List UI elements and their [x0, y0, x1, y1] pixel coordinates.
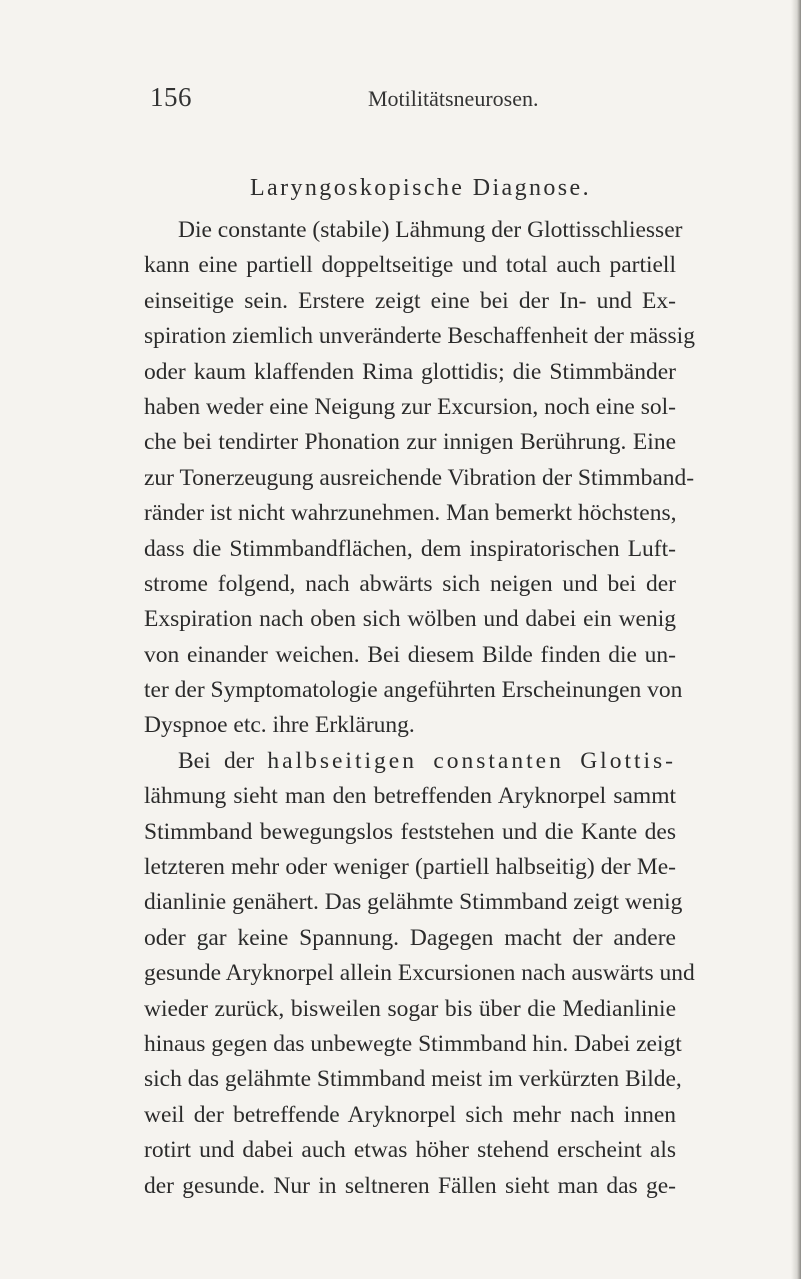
text-fragment: Bei der: [178, 747, 255, 774]
section-heading: Laryngoskopische Diagnose.: [249, 175, 591, 201]
text-line: lähmung sieht man den betreffenden Aryknorpel sammt: [144, 783, 676, 810]
text-line: sich das gelähmte Stimmband meist im verkürzten Bilde,: [144, 1066, 682, 1093]
text-line: rotirt und dabei auch etwas höher stehend erscheint als: [144, 1137, 676, 1164]
text-line: letzteren mehr oder weniger (partiell halbseitig) der Me-: [144, 854, 676, 881]
text-line: Stimmband bewegungslos feststehen und die Kante des: [144, 818, 676, 845]
page-header: [150, 82, 670, 112]
paragraph-1: [144, 213, 695, 744]
page-edge-shadow: [791, 0, 801, 1279]
text-line: wieder zurück, bisweilen sogar bis über die Medianlinie: [144, 995, 676, 1022]
text-line: dianlinie genähert. Das gelähmte Stimmband zeigt wenig: [144, 889, 683, 916]
text-line: einseitige sein. Erstere zeigt eine bei der In- und Ex-: [144, 287, 676, 314]
text-line: ter der Symptomatologie angeführten Erscheinungen von: [144, 677, 683, 704]
running-head: Motilitätsneurosen.: [368, 86, 539, 111]
text-line: der gesunde. Nur in seltneren Fällen sieht man das ge-: [144, 1172, 676, 1199]
text-line: ränder ist nicht wahrzunehmen. Man bemerkt höchstens,: [144, 500, 677, 527]
text-line: oder gar keine Spannung. Dagegen macht der andere: [144, 924, 676, 951]
text-line: dass die Stimmbandflächen, dem inspiratorischen Luft-: [144, 535, 676, 562]
paragraph-2: [144, 744, 695, 1204]
emphasized-phrase: halbseitigen constanten Glottis-: [267, 747, 676, 774]
text-line: zur Tonerzeugung ausreichende Vibration der Stimmband-: [144, 464, 695, 491]
text-line: hinaus gegen das unbewegte Stimmband hin. Dabei zeigt: [144, 1030, 682, 1057]
text-line: Exspiration nach oben sich wölben und dabei ein wenig: [144, 606, 676, 633]
body-text: [144, 213, 695, 1204]
text-line: gesunde Aryknorpel allein Excursionen nach auswärts und: [144, 960, 695, 987]
text-line: haben weder eine Neigung zur Excursion, noch eine sol-: [144, 393, 676, 420]
text-line: Dyspnoe etc. ihre Erklärung.: [144, 712, 415, 739]
text-line: kann eine partiell doppeltseitige und total auch partiell: [144, 252, 676, 279]
text-line: spiration ziemlich unveränderte Beschaffenheit der mässig: [144, 323, 695, 350]
text-line: che bei tendirter Phonation zur innigen Berührung. Eine: [144, 429, 676, 456]
text-line: Die constante (stabile) Lähmung der Glottisschliesser: [178, 217, 683, 243]
text-line: von einander weichen. Bei diesem Bilde finden die un-: [144, 641, 676, 668]
text-line: strome folgend, nach abwärts sich neigen und bei der: [144, 570, 676, 597]
page-number: 156: [150, 82, 192, 112]
text-line: weil der betreffende Aryknorpel sich mehr nach innen: [144, 1101, 676, 1128]
text-line: oder kaum klaffenden Rima glottidis; die Stimmbänder: [144, 358, 676, 385]
text-line: [144, 744, 676, 779]
